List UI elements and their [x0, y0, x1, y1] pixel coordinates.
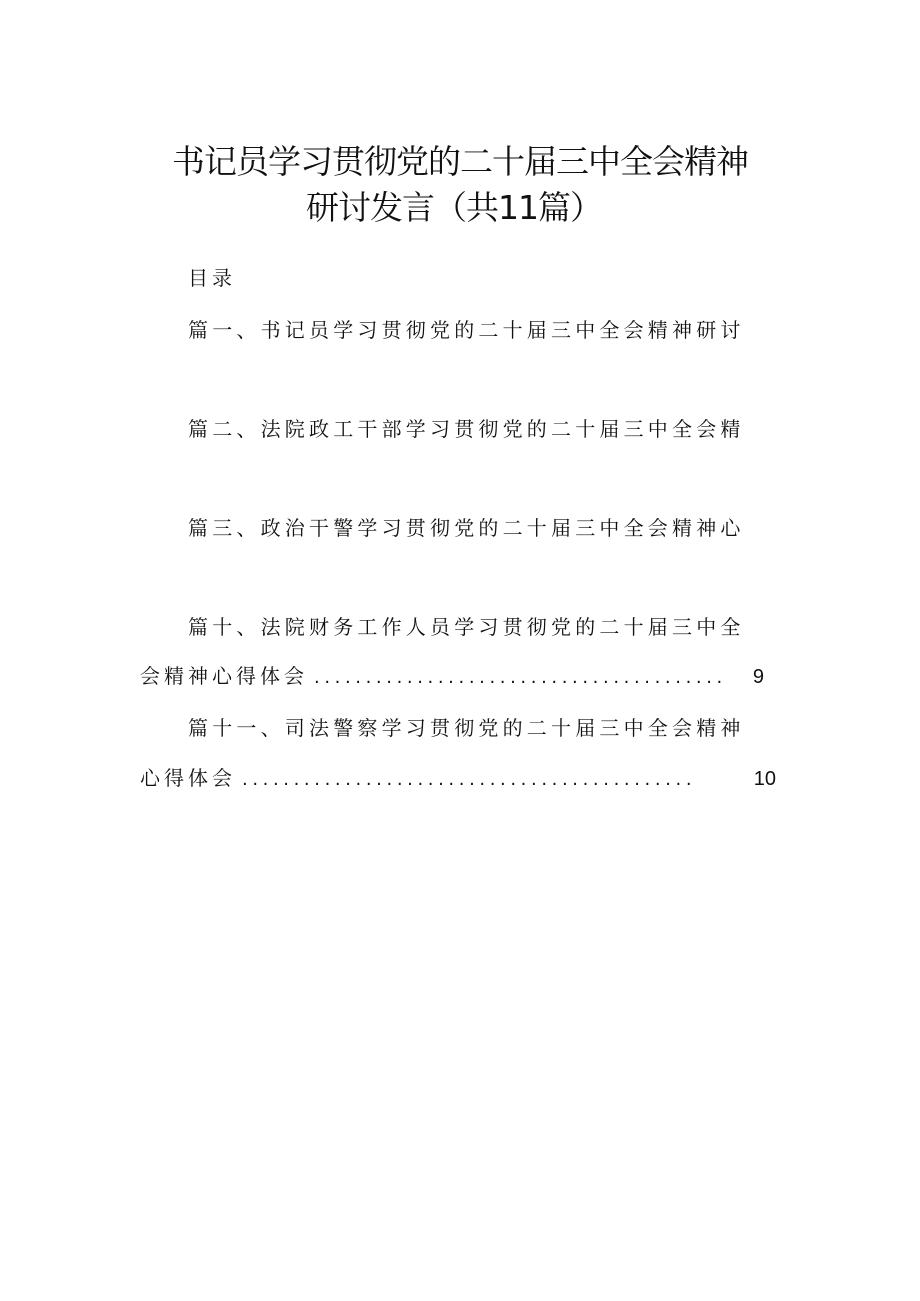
toc-entry-10-line-2[interactable] [140, 660, 764, 689]
toc-entry-10-dot-leader: ........................................ [314, 667, 727, 688]
document-title-line-2: 研讨发言（共11篇） [306, 188, 602, 227]
toc-entry-10-line-1[interactable]: 篇十、法院财务工作人员学习贯彻党的二十届三中全 [188, 615, 745, 639]
toc-entry-10-page-number: 9 [752, 666, 764, 688]
toc-entry-11-line-1[interactable]: 篇十一、司法警察学习贯彻党的二十届三中全会精神 [188, 716, 745, 740]
toc-entry-11-page-number: 10 [753, 768, 776, 790]
toc-heading: 目录 [188, 266, 236, 290]
toc-entry-11-continuation: 心得体会 [140, 766, 236, 790]
toc-entry-2[interactable]: 篇二、法院政工干部学习贯彻党的二十届三中全会精 [188, 417, 745, 441]
toc-entry-1[interactable]: 篇一、书记员学习贯彻党的二十届三中全会精神研讨 [188, 318, 745, 342]
toc-entry-3[interactable]: 篇三、政治干警学习贯彻党的二十届三中全会精神心 [188, 516, 745, 540]
toc-entry-11-line-2[interactable] [140, 762, 776, 791]
toc-entry-11-dot-leader: ............................................ [242, 769, 697, 790]
document-title-line-1: 书记员学习贯彻党的二十届三中全会精神 [172, 142, 748, 181]
toc-entry-10-continuation: 会精神心得体会 [140, 664, 308, 688]
